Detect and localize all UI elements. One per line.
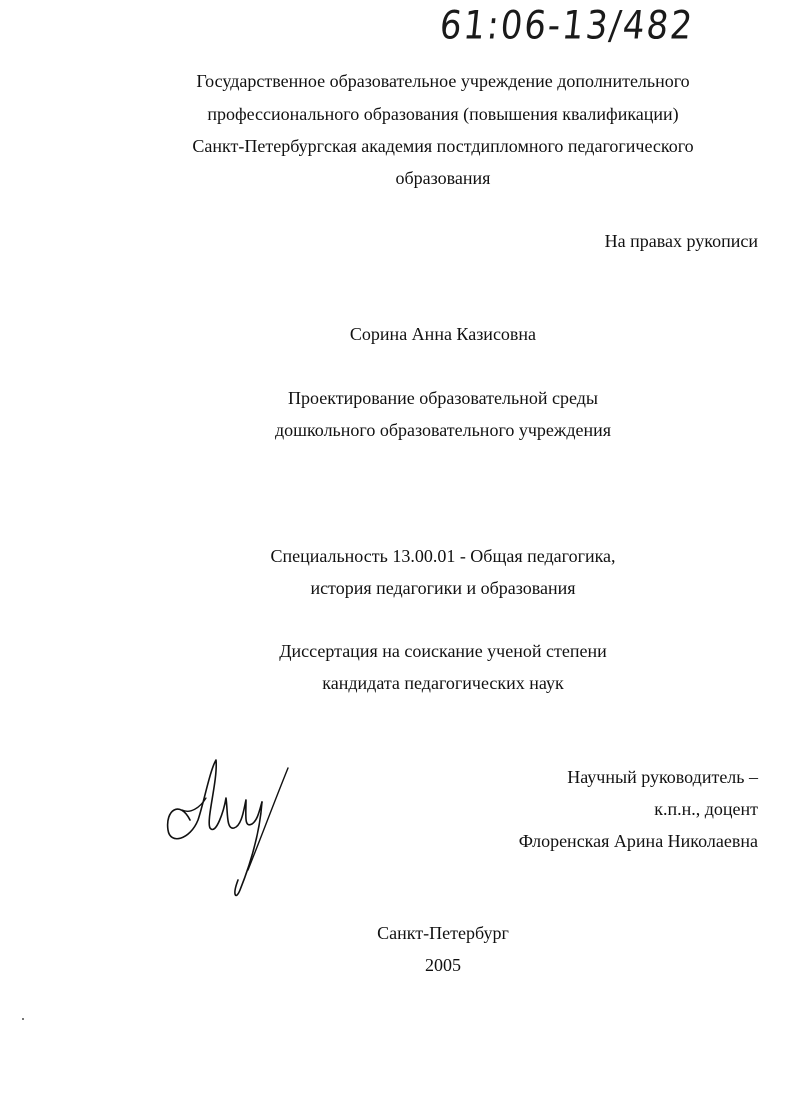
signature-stroke-1	[168, 760, 262, 839]
specialty-line-1: Специальность 13.00.01 - Общая педагогика,	[270, 546, 616, 566]
footer-year: 2005	[425, 955, 461, 975]
dissertation-line-2: кандидата педагогических наук	[322, 673, 564, 693]
thesis-title-line-1: Проектирование образовательной среды	[288, 388, 598, 408]
dissertation-line-1: Диссертация на соискание ученой степени	[279, 641, 607, 661]
institution-line-3: Санкт-Петербургская академия постдипломного педагогического	[192, 136, 694, 156]
scan-speck	[22, 1018, 24, 1020]
manuscript-note: На правах рукописи	[604, 231, 758, 251]
archive-code-handwritten: 61:06-13/482	[437, 3, 697, 50]
institution-line-4: образования	[395, 168, 491, 188]
supervisor-label: Научный руководитель –	[567, 767, 758, 787]
signature-stroke-3	[248, 768, 288, 870]
supervisor-name: Флоренская Арина Николаевна	[518, 831, 758, 851]
supervisor-degree: к.п.н., доцент	[654, 799, 758, 819]
author-signature	[160, 750, 300, 900]
footer-city: Санкт-Петербург	[377, 923, 509, 943]
specialty-line-2: история педагогики и образования	[310, 578, 576, 598]
institution-line-1: Государственное образовательное учреждение дополнительного	[196, 71, 690, 91]
thesis-title-line-2: дошкольного образовательного учреждения	[274, 420, 612, 440]
institution-line-2: профессионального образования (повышения квалификации)	[207, 104, 679, 124]
author-name: Сорина Анна Казисовна	[349, 324, 537, 344]
